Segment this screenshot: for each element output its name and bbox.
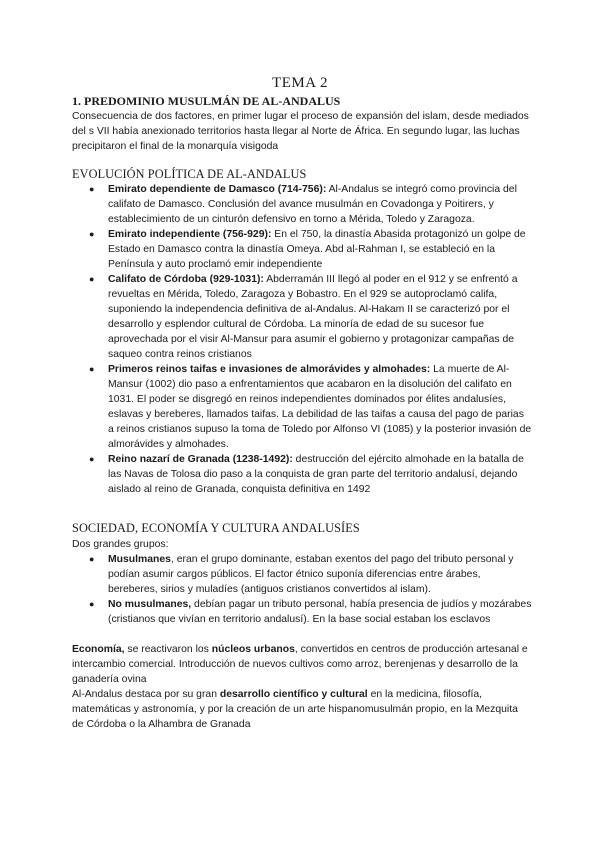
item-text: debían pagar un tributo personal, había presencia de judíos y mozárabes (cristianos que vivían en territorio andalusí). En la base social estaban los esclavos bbox=[108, 599, 532, 625]
bullet-icon: ● bbox=[89, 364, 95, 374]
list-item bbox=[72, 362, 532, 452]
item-text: La muerte de Al-Mansur (1002) dio paso a enfrentamientos que acabaron en la disolución del califato en 1031. El poder se disgregó en reinos independientes dominados por élites andalusíes, eslavas y bereberes, llamados taifas. La debilidad de las taifas a causa del pago de parias a reinos cristianos supuso la toma de Toledo por Alfonso VI (1085) y la posterior invasión de almorávides y almohades. bbox=[108, 364, 532, 450]
section1-heading: 1. PREDOMINIO MUSULMÁN DE AL-ANDALUS bbox=[72, 94, 341, 108]
bullet-icon: ● bbox=[89, 554, 95, 564]
item-bold: Emirato dependiente de Damasco (714-756): bbox=[108, 184, 327, 195]
list-item bbox=[72, 597, 532, 627]
society-list bbox=[72, 552, 532, 627]
bullet-icon: ● bbox=[89, 184, 95, 194]
bullet-icon: ● bbox=[89, 229, 95, 239]
economy-paragraph bbox=[72, 642, 532, 687]
section3-heading: SOCIEDAD, ECONOMÍA Y CULTURA ANDALUSÍES bbox=[72, 521, 360, 535]
list-item bbox=[72, 227, 532, 272]
bullet-icon: ● bbox=[89, 454, 95, 464]
culture-text1: Al-Andalus destaca por su gran bbox=[72, 689, 220, 700]
item-text: Abderramán III llegó al poder en el 912 y se enfrentó a revueltas en Mérida, Toledo, Zaragoza y Bobastro. En el 929 se autoproclamó califa, suponiendo la independencia definitiva de al-Andalus. Al-Hakam II se caracterizó por el desarrollo y esplendor cultural de Córdoba. La minoría de edad de su sucesor fue aprovechada por el visir Al-Mansur para asumir el gobierno y protagonizar campañas de saqueo contra reinos cristianos bbox=[108, 274, 518, 360]
economy-label: Economía, bbox=[72, 644, 125, 655]
item-text: destrucción del ejército almohade en la batalla de las Navas de Tolosa dio paso a la conquista de gran parte del territorio andalusí, dejando aislado al reino de Granada, conquista definitiva en 1492 bbox=[108, 454, 524, 495]
section2-heading: EVOLUCIÓN POLÍTICA DE AL-ANDALUS bbox=[72, 167, 307, 181]
section3-intro: Dos grandes grupos: bbox=[72, 539, 169, 550]
list-item bbox=[72, 552, 532, 597]
item-bold: Reino nazarí de Granada (1238-1492): bbox=[108, 454, 293, 465]
document-title: TEMA 2 bbox=[272, 75, 328, 91]
culture-text2: en la medicina, filosofía, matemáticas y astronomía, y por la creación de un arte hispanomusulmán propio, en la Mezquita de Córdoba o la Alhambra de Granada bbox=[72, 689, 518, 730]
economy-text1: se reactivaron los bbox=[124, 644, 212, 655]
economy-text2: , convertidos en centros de producción artesanal e intercambio comercial. Introducción de nuevos cultivos como arroz, berenjenas y desarrollo de la ganadería ovina bbox=[72, 644, 528, 685]
item-bold: No musulmanes, bbox=[108, 599, 192, 610]
bullet-icon: ● bbox=[89, 599, 95, 609]
culture-paragraph bbox=[72, 687, 532, 732]
section1-paragraph: Consecuencia de dos factores, en primer lugar el proceso de expansión del islam, desde mediados del s VII había anexionado territorios hasta llegar al Norte de África. En segundo lugar, las luchas precipitaron el final de la monarquía visigoda bbox=[72, 111, 529, 152]
culture-bold: desarrollo científico y cultural bbox=[219, 689, 368, 700]
item-text: , eran el grupo dominante, estaban exentos del pago del tributo personal y podían asumir cargos públicos. El factor étnico suponía diferencias entre árabes, bereberes, sirios y muladíes (antiguos cristianos convertidos al islam). bbox=[108, 554, 514, 595]
item-bold: Primeros reinos taifas e invasiones de almorávides y almohades: bbox=[108, 364, 431, 375]
item-bold: Musulmanes bbox=[108, 554, 171, 565]
item-text: En el 750, la dinastía Abasida protagonizó un golpe de Estado en Damasco contra la dinastía Omeya. Abd al-Rahman I, se estableció en la Península y auto proclamó emir independiente bbox=[108, 229, 526, 270]
bullet-icon: ● bbox=[89, 274, 95, 284]
list-item bbox=[72, 272, 532, 362]
economy-bold: núcleos urbanos bbox=[211, 644, 295, 655]
politics-list bbox=[72, 182, 532, 497]
list-item bbox=[72, 182, 532, 227]
item-text: Al-Andalus se integró como provincia del califato de Damasco. Conclusión del avance musulmán en Covadonga y Poitirers, y establecimiento de un cinturón defensivo en torno a Mérida, Toledo y Zaragoza. bbox=[108, 184, 517, 225]
item-bold: Califato de Córdoba (929-1031): bbox=[108, 274, 264, 285]
item-bold: Emirato independiente (756-929): bbox=[108, 229, 272, 240]
list-item bbox=[72, 452, 532, 497]
